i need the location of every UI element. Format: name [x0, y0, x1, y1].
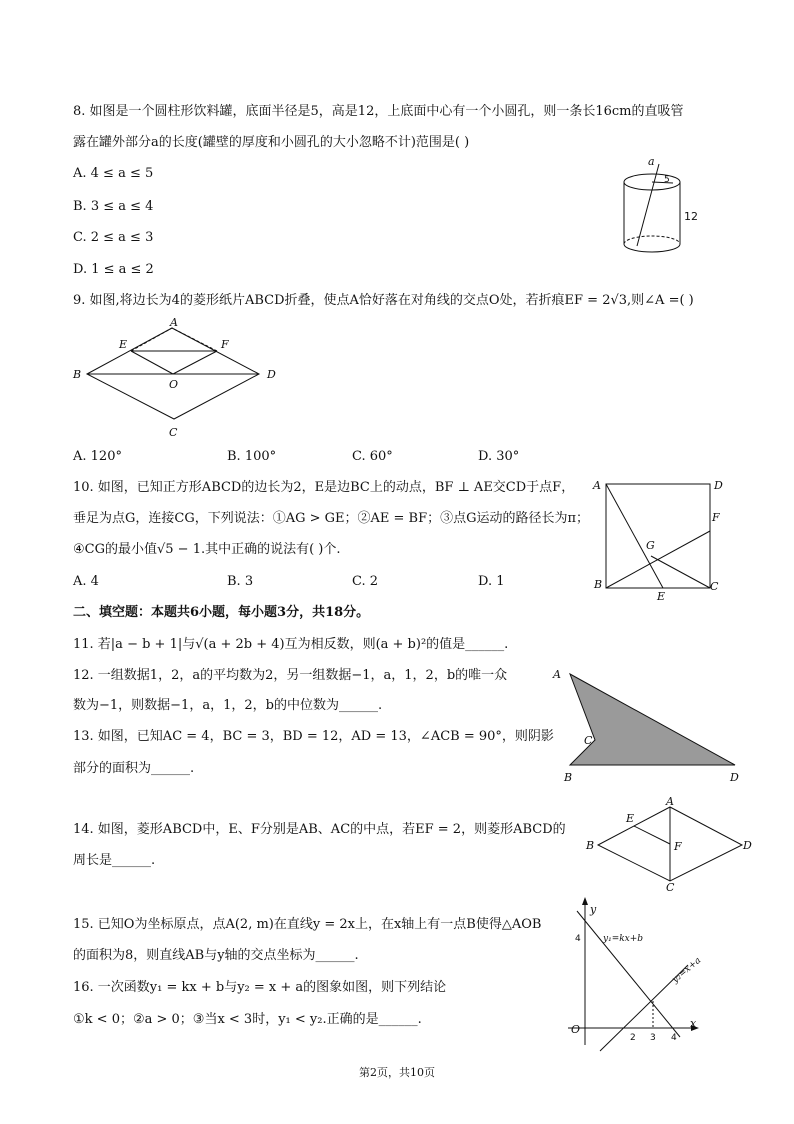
- line-eo: [131, 351, 173, 374]
- label-c: C: [584, 734, 593, 747]
- q10-option-d: D. 1: [478, 574, 505, 589]
- label-f: F: [674, 840, 682, 853]
- line-fo: [173, 351, 217, 374]
- q10-text-line2: 垂足为点G，连接CG，下列说法：①AG > GE；②AE = BF；③点G运动的路径长为π；: [73, 511, 590, 526]
- q15-text-line2: 的面积为8，则直线AB与y轴的交点坐标为______.: [73, 948, 359, 963]
- label-e: E: [119, 338, 128, 351]
- label-b: B: [594, 578, 603, 591]
- q16-text-line1: 16. 一次函数y₁ = kx + b与y₂ = x + a的图象如图，则下列结论: [73, 980, 447, 995]
- q14-text-line2: 周长是______.: [73, 853, 156, 868]
- q12-text-line1: 12. 一组数据1，2，a的平均数为2，另一组数据−1，a，1，2，b的唯一众: [73, 668, 508, 683]
- label-f: F: [221, 338, 229, 351]
- shaded-region: [570, 674, 735, 765]
- label-c: C: [710, 580, 719, 593]
- label-y2-eq: y₂=x+a: [670, 955, 704, 986]
- dashed-fa: [172, 328, 217, 351]
- q10-option-a: A. 4: [73, 574, 99, 589]
- label-c: C: [169, 426, 178, 439]
- label-a: a: [648, 155, 655, 168]
- label-4-y: 4: [575, 934, 581, 944]
- label-b: B: [586, 839, 595, 852]
- q12-text-line2: 数为−1，则数据−1，a，1，2，b的中位数为______.: [73, 698, 383, 713]
- label-d: D: [714, 479, 723, 492]
- label-a: A: [666, 795, 674, 808]
- q10-text-line1: 10. 如图，已知正方形ABCD的边长为2，E是边BC上的动点，BF ⊥ AE交CD于点F，: [73, 480, 575, 495]
- q13-text-line2: 部分的面积为______.: [73, 761, 195, 776]
- segment-ef: [634, 826, 670, 844]
- label-e: E: [626, 812, 635, 825]
- y-axis-arrow: [582, 897, 588, 905]
- label-a: A: [593, 479, 601, 492]
- page-footer: 第2页，共10页: [359, 1066, 435, 1079]
- label-2: 2: [630, 1033, 636, 1043]
- q16-graph-figure: [560, 893, 710, 1053]
- q9-option-c: C. 60°: [352, 449, 393, 464]
- q9-text-line1: 9. 如图,将边长为4的菱形纸片ABCD折叠，使点A恰好落在对角线的交点O处，若折痕EF = 2√3,则∠A =( ): [73, 293, 694, 308]
- q8-option-b: B. 3 ≤ a ≤ 4: [73, 199, 154, 214]
- straw-line: [637, 164, 659, 246]
- q13-shaded-figure: [550, 660, 750, 790]
- q11-text: 11. 若|a − b + 1|与√(a + 2b + 4)互为相反数，则(a + b)²的值是______.: [73, 637, 509, 652]
- section-title-fill-in: 二、填空题：本题共6小题，每小题3分，共18分。: [73, 605, 370, 620]
- label-f: F: [712, 511, 720, 524]
- label-e: E: [657, 590, 666, 603]
- cylinder-bottom-back: [624, 236, 680, 244]
- q15-text-line1: 15. 已知O为坐标原点，点A(2, m)在直线y = 2x上，在x轴上有一点B使得△AOB: [73, 917, 542, 932]
- q14-rhombus-figure: [580, 795, 760, 893]
- label-d: D: [743, 839, 752, 852]
- label-12: 12: [684, 210, 698, 223]
- label-b: B: [73, 368, 82, 381]
- q8-option-c: C. 2 ≤ a ≤ 3: [73, 230, 154, 245]
- label-x: x: [690, 1017, 697, 1030]
- q10-text-line3: ④CG的最小值√5 − 1.其中正确的说法有( )个.: [73, 542, 341, 557]
- label-y: y: [590, 903, 597, 916]
- label-o: O: [571, 1023, 581, 1036]
- radius-line: [652, 182, 673, 183]
- q8-text-line1: 8. 如图是一个圆柱形饮料罐，底面半径是5，高是12，上底面中心有一个小圆孔，则一条长16cm的直吸管: [73, 104, 684, 119]
- q9-option-a: A. 120°: [73, 449, 122, 464]
- q13-text-line1: 13. 如图，已知AC = 4，BC = 3，BD = 12，AD = 13，∠ACB = 90°，则阴影: [73, 729, 554, 744]
- label-y1-eq: y₁=kx+b: [603, 934, 644, 944]
- square-abcd: [606, 484, 710, 588]
- q16-text-line2: ①k < 0；②a > 0；③当x < 3时，y₁ < y₂.正确的是______.: [73, 1012, 422, 1027]
- cylinder-bottom-front: [624, 244, 680, 252]
- label-g: G: [646, 539, 655, 552]
- label-a: A: [553, 668, 561, 681]
- q10-square-figure: [590, 474, 730, 602]
- q8-cylinder-figure: [610, 152, 710, 262]
- label-a: A: [170, 316, 178, 329]
- q8-option-d: D. 1 ≤ a ≤ 2: [73, 262, 154, 277]
- label-4-x: 4: [671, 1033, 677, 1043]
- label-o: O: [169, 378, 179, 391]
- q9-rhombus-figure: [70, 312, 290, 440]
- q9-option-d: D. 30°: [478, 449, 520, 464]
- label-d: D: [267, 368, 276, 381]
- label-3: 3: [650, 1033, 656, 1043]
- label-b: B: [564, 771, 573, 784]
- label-c: C: [666, 881, 675, 894]
- q14-text-line1: 14. 如图，菱形ABCD中，E、F分别是AB、AC的中点，若EF = 2，则菱形ABCD的: [73, 822, 566, 837]
- q8-text-line2: 露在罐外部分a的长度(罐壁的厚度和小圆孔的大小忽略不计)范围是( ): [73, 135, 470, 150]
- q9-option-b: B. 100°: [227, 449, 277, 464]
- q10-option-c: C. 2: [352, 574, 379, 589]
- label-d: D: [730, 771, 739, 784]
- q8-option-a: A. 4 ≤ a ≤ 5: [73, 166, 154, 181]
- q10-option-b: B. 3: [227, 574, 254, 589]
- line-y1: [577, 911, 680, 1037]
- label-5: 5: [664, 175, 670, 185]
